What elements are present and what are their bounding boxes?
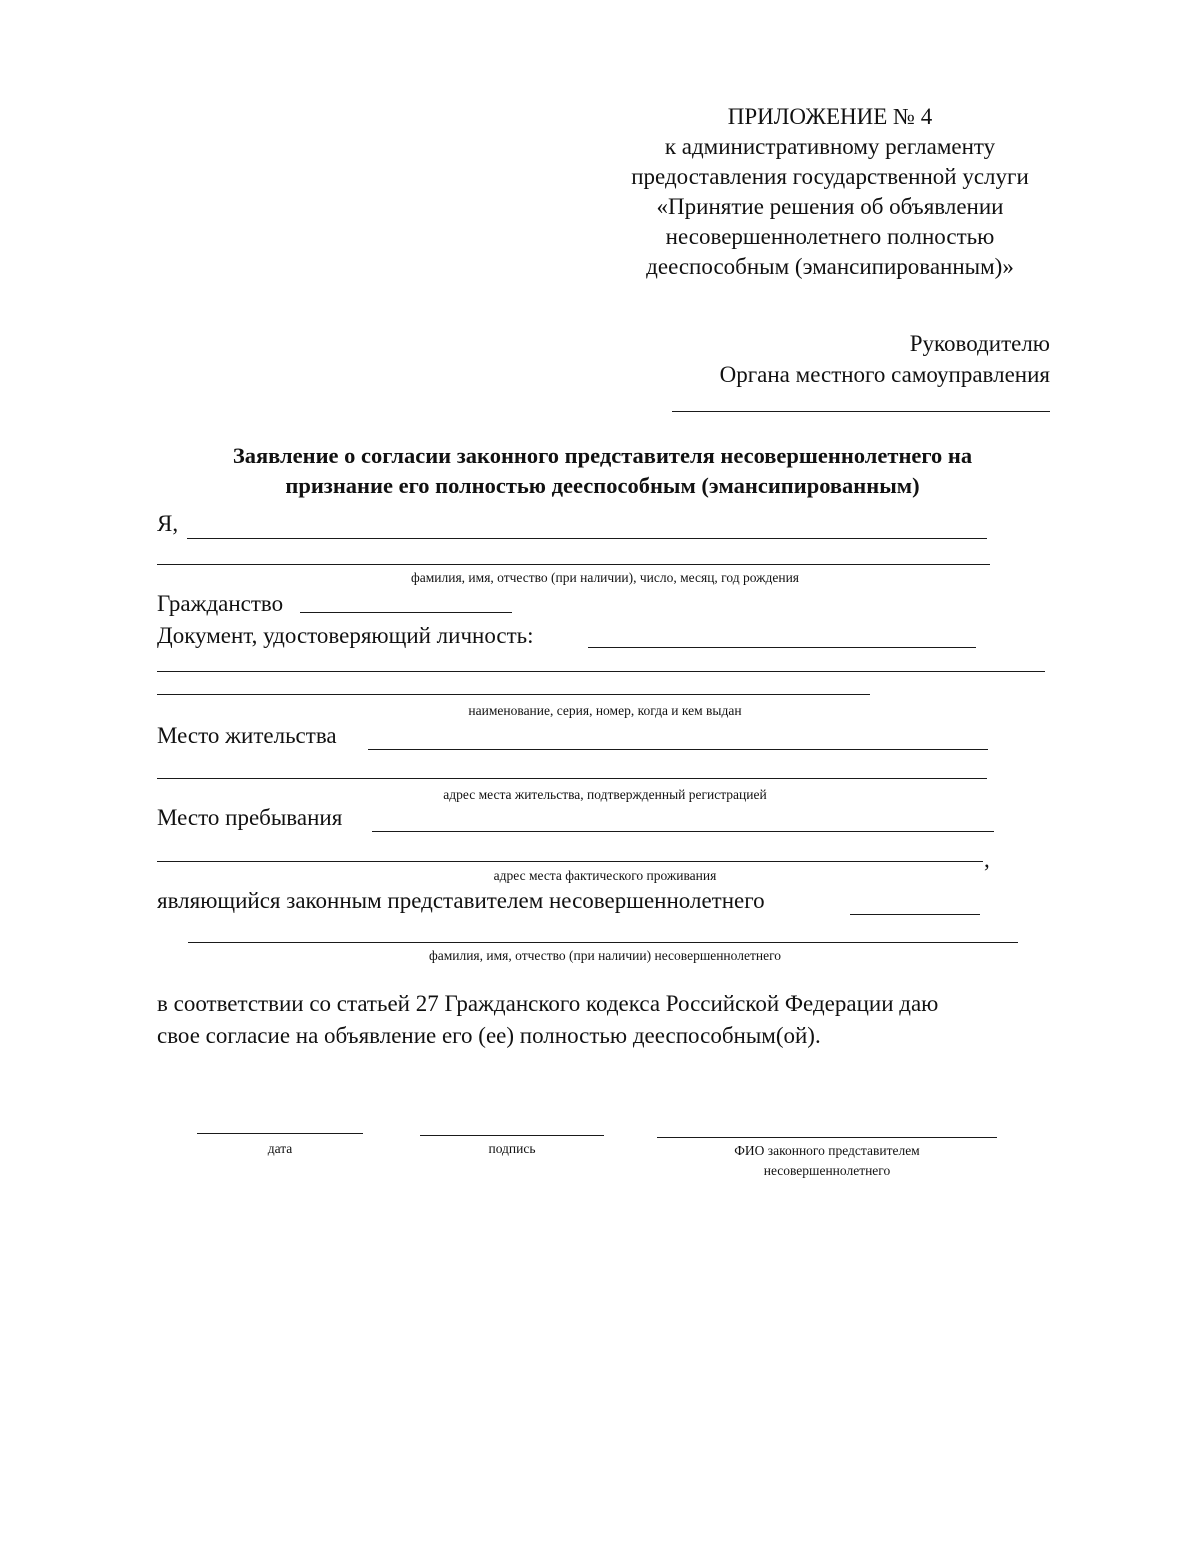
addressee-position: Руководителю <box>909 331 1050 356</box>
addressee-name-field[interactable] <box>672 411 1050 412</box>
addressee-block <box>720 328 1050 390</box>
document-title <box>150 441 1055 501</box>
stay-comma: , <box>984 847 990 872</box>
residence-caption: адрес места жительства, подтвержденный регистрацией <box>443 787 767 802</box>
title-line: Заявление о согласии законного представителя несовершеннолетнего на <box>232 443 973 468</box>
date-field[interactable] <box>197 1133 363 1134</box>
consent-line: в соответствии со статьей 27 Гражданского кодекса Российской Федерации даю <box>157 991 939 1016</box>
signature-field[interactable] <box>420 1135 604 1136</box>
stay-field[interactable] <box>372 831 994 832</box>
date-caption: дата <box>267 1141 293 1156</box>
i-label: Я, <box>157 511 179 536</box>
consent-line: свое согласие на объявление его (ее) полностью дееспособным(ой). <box>157 1023 821 1048</box>
citizenship-field[interactable] <box>300 612 512 613</box>
representative-label: являющийся законным представителем несовершеннолетнего <box>157 888 765 913</box>
id-document-caption: наименование, серия, номер, когда и кем выдан <box>468 703 742 718</box>
appendix-line: «Принятие решения об объявлении <box>656 194 1004 219</box>
residence-field[interactable] <box>368 749 988 750</box>
stay-label: Место пребывания <box>157 805 343 830</box>
consent-paragraph <box>157 988 938 1052</box>
minor-fio-field-continued[interactable] <box>188 942 1018 943</box>
appendix-line: к административному регламенту <box>664 134 996 159</box>
addressee-organization: Органа местного самоуправления <box>719 362 1050 387</box>
applicant-fio-field-continued[interactable] <box>157 564 990 565</box>
fio-caption: фамилия, имя, отчество (при наличии), число, месяц, год рождения <box>411 570 799 585</box>
id-document-field[interactable] <box>588 647 976 648</box>
residence-label: Место жительства <box>157 723 337 748</box>
id-document-label: Документ, удостоверяющий личность: <box>157 623 534 648</box>
id-document-field-continued[interactable] <box>157 694 870 695</box>
representative-name-caption-line: ФИО законного представителем <box>734 1143 920 1158</box>
minor-caption: фамилия, имя, отчество (при наличии) несовершеннолетнего <box>428 948 782 963</box>
appendix-number: ПРИЛОЖЕНИЕ № 4 <box>727 104 933 129</box>
citizenship-label: Гражданство <box>157 591 284 616</box>
representative-name-field[interactable] <box>657 1137 997 1138</box>
residence-field-continued[interactable] <box>157 778 987 779</box>
appendix-line: дееспособным (эмансипированным)» <box>646 254 1014 279</box>
representative-name-caption <box>657 1141 997 1181</box>
appendix-header <box>560 102 1100 282</box>
title-line: признание его полностью дееспособным (эмансипированным) <box>285 473 920 498</box>
appendix-line: несовершеннолетнего полностью <box>665 224 995 249</box>
appendix-line: предоставления государственной услуги <box>631 164 1029 189</box>
stay-field-continued[interactable] <box>157 861 983 862</box>
minor-fio-field[interactable] <box>850 914 980 915</box>
stay-caption: адрес места фактического проживания <box>493 868 717 883</box>
id-document-field-continued[interactable] <box>157 671 1045 672</box>
representative-name-caption-line: несовершеннолетнего <box>763 1163 891 1178</box>
signature-caption: подпись <box>488 1141 536 1156</box>
applicant-fio-field[interactable] <box>187 538 987 539</box>
